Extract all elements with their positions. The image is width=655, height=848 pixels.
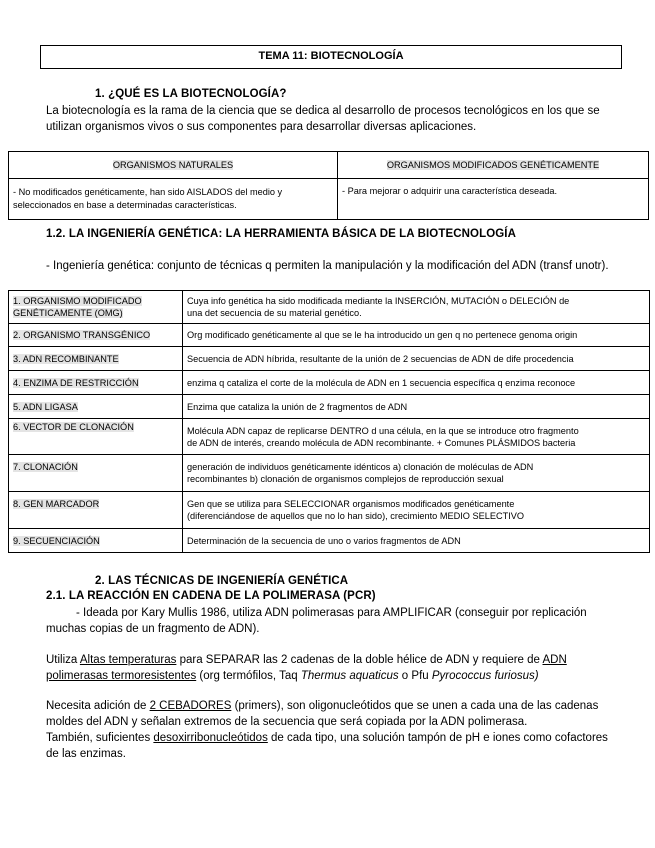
- section-1-text: [46, 103, 600, 135]
- cell-line: seleccionados en base a determinadas características.: [13, 200, 237, 210]
- definition-cell: [183, 291, 650, 324]
- text-run: (primers), son oligonucleótidos que se unen a cada una de las cadenas: [231, 700, 599, 712]
- term-cell: [9, 395, 183, 419]
- underlined-term: polimerasas termoresistentes: [46, 670, 197, 682]
- def-line: recombinantes b) clonación de organismos complejos de reproducción sexual: [187, 474, 504, 484]
- definition-cell: Enzima que cataliza la unión de 2 fragmentos de ADN: [183, 395, 650, 419]
- text-line: La biotecnología es la rama de la ciencia que se dedica al desarrollo de procesos tecnológicos en los que se: [46, 105, 600, 117]
- definition-cell: Org modificado genéticamente al que se le ha introducido un gen q no pertenece genoma origin: [183, 324, 650, 347]
- term-cell: [9, 419, 183, 455]
- text-line: de las enzimas.: [46, 748, 126, 760]
- table-row: [9, 419, 650, 455]
- table-row: [9, 395, 650, 419]
- text-line: [46, 730, 608, 746]
- section-1-heading: 1. ¿QUÉ ES LA BIOTECNOLOGÍA?: [95, 88, 287, 100]
- table-cell: [9, 179, 338, 220]
- def-line: Gen que se utiliza para SELECCIONAR organismos modificados genéticamente: [187, 499, 515, 509]
- table-row: [9, 455, 650, 492]
- definition-cell: [183, 492, 650, 529]
- definition-cell: Secuencia de ADN híbrida, resultante de la unión de 2 secuencias de ADN de dife procedencia: [183, 347, 650, 371]
- underlined-term: ADN: [542, 654, 567, 666]
- text-run: Necesita adición de: [46, 700, 150, 712]
- text-line: - Ideada por Kary Mullis 1986, utiliza ADN polimerasas para AMPLIFICAR (conseguir por replicación: [76, 607, 587, 619]
- definition-cell: enzima q cataliza el corte de la molécula de ADN en 1 secuencia específica q enzima reconoce: [183, 371, 650, 395]
- table-cell: [338, 179, 649, 220]
- text-line: utilizan organismos vivos o sus componentes para desarrollar diversas aplicaciones.: [46, 121, 477, 133]
- text-run: o Pfu: [398, 670, 432, 682]
- terms-table: [8, 290, 650, 553]
- header-label: ORGANISMOS NATURALES: [112, 159, 234, 170]
- def-line: (diferenciándose de aquellos que no lo han sido), crecimiento MEDIO SELECTIVO: [187, 511, 525, 521]
- definition-cell: [183, 455, 650, 492]
- text-run: También, suficientes: [46, 732, 154, 744]
- pcr-paragraph-2: [46, 652, 567, 684]
- table-row: [9, 371, 650, 395]
- term-cell: [9, 324, 183, 347]
- text-run: para SEPARAR las 2 cadenas de la doble hélice de ADN y requiere de: [176, 654, 543, 666]
- term-label: GENÉTICAMENTE (OMG): [13, 308, 123, 318]
- term-label: 7. CLONACIÓN: [13, 462, 78, 472]
- term-cell: [9, 492, 183, 529]
- organisms-table: [8, 151, 649, 220]
- underlined-term: Altas temperaturas: [79, 654, 177, 666]
- section-2-heading: 2. LAS TÉCNICAS DE INGENIERÍA GENÉTICA: [95, 575, 349, 587]
- term-label: 8. GEN MARCADOR: [13, 499, 100, 509]
- term-cell: [9, 371, 183, 395]
- table-row: [9, 347, 650, 371]
- term-label: 5. ADN LIGASA: [13, 401, 78, 412]
- text-run: Utiliza: [46, 654, 80, 666]
- term-label: 4. ENZIMA DE RESTRICCIÓN: [13, 377, 139, 388]
- cell-text: - Para mejorar o adquirir una característica deseada.: [342, 186, 557, 196]
- section-21-heading: 2.1. LA REACCIÓN EN CADENA DE LA POLIMERASA (PCR): [46, 590, 376, 602]
- underlined-term: desoxirribonucleótidos: [153, 732, 268, 744]
- table-row: [9, 529, 650, 553]
- header-label: ORGANISMOS MODIFICADOS GENÉTICAMENTE: [386, 159, 600, 170]
- text-line: muchas copias de un fragmento de ADN).: [46, 623, 260, 635]
- cell-line: - No modificados genéticamente, han sido AISLADOS del medio y: [13, 187, 283, 197]
- table-row: [9, 291, 650, 324]
- page-title: TEMA 11: BIOTECNOLOGÍA: [40, 45, 622, 69]
- underlined-term: 2 CEBADORES: [149, 700, 232, 712]
- table-row: [9, 324, 650, 347]
- pcr-paragraph-3: [46, 698, 608, 762]
- header-cell: [9, 152, 338, 179]
- header-cell: [338, 152, 649, 179]
- genetic-engineering-definition: - Ingeniería genética: conjunto de técnicas q permiten la manipulación y la modificación del ADN (transf unotr).: [46, 260, 609, 272]
- text-line: [46, 668, 567, 684]
- definition-cell: Determinación de la secuencia de uno o varios fragmentos de ADN: [183, 529, 650, 553]
- term-label: 3. ADN RECOMBINANTE: [13, 353, 119, 364]
- text-line: moldes del ADN y señalan extremos de la secuencia que será copiada por la ADN polimerasa.: [46, 716, 528, 728]
- term-cell: [9, 529, 183, 553]
- text-line: [46, 698, 608, 714]
- term-cell: [9, 347, 183, 371]
- term-cell: [9, 291, 183, 324]
- term-label: 2. ORGANISMO TRANSGÉNICO: [13, 330, 151, 340]
- def-line: de ADN de interés, creando molécula de ADN recombinante. + Comunes PLÁSMIDOS bacteria: [187, 437, 576, 448]
- definition-cell: [183, 419, 650, 455]
- term-cell: [9, 455, 183, 492]
- term-label: 1. ORGANISMO MODIFICADO: [13, 296, 142, 306]
- italic-term: Thermus aquaticus: [300, 670, 399, 682]
- text-run: (org termófilos, Taq: [196, 670, 301, 682]
- text-run: de cada tipo, una solución tampón de pH e iones como cofactores: [267, 732, 608, 744]
- section-12-heading: 1.2. LA INGENIERÍA GENÉTICA: LA HERRAMIENTA BÁSICA DE LA BIOTECNOLOGÍA: [46, 228, 516, 240]
- def-line: Cuya info genética ha sido modificada mediante la INSERCIÓN, MUTACIÓN o DELECIÓN de: [187, 296, 570, 306]
- def-line: generación de individuos genéticamente idénticos a) clonación de moléculas de ADN: [187, 462, 534, 472]
- table-row: [9, 492, 650, 529]
- text-line: [46, 652, 567, 668]
- italic-term: Pyrococcus furiosus): [431, 670, 539, 682]
- def-line: Molécula ADN capaz de replicarse DENTRO d una célula, en la que se introduce otro fragmento: [187, 425, 579, 436]
- term-label: 9. SECUENCIACIÓN: [13, 535, 100, 546]
- term-label: 6. VECTOR DE CLONACIÓN: [13, 422, 134, 432]
- pcr-paragraph-1: [46, 605, 587, 637]
- def-line: una det secuencia de su material genético.: [187, 308, 362, 318]
